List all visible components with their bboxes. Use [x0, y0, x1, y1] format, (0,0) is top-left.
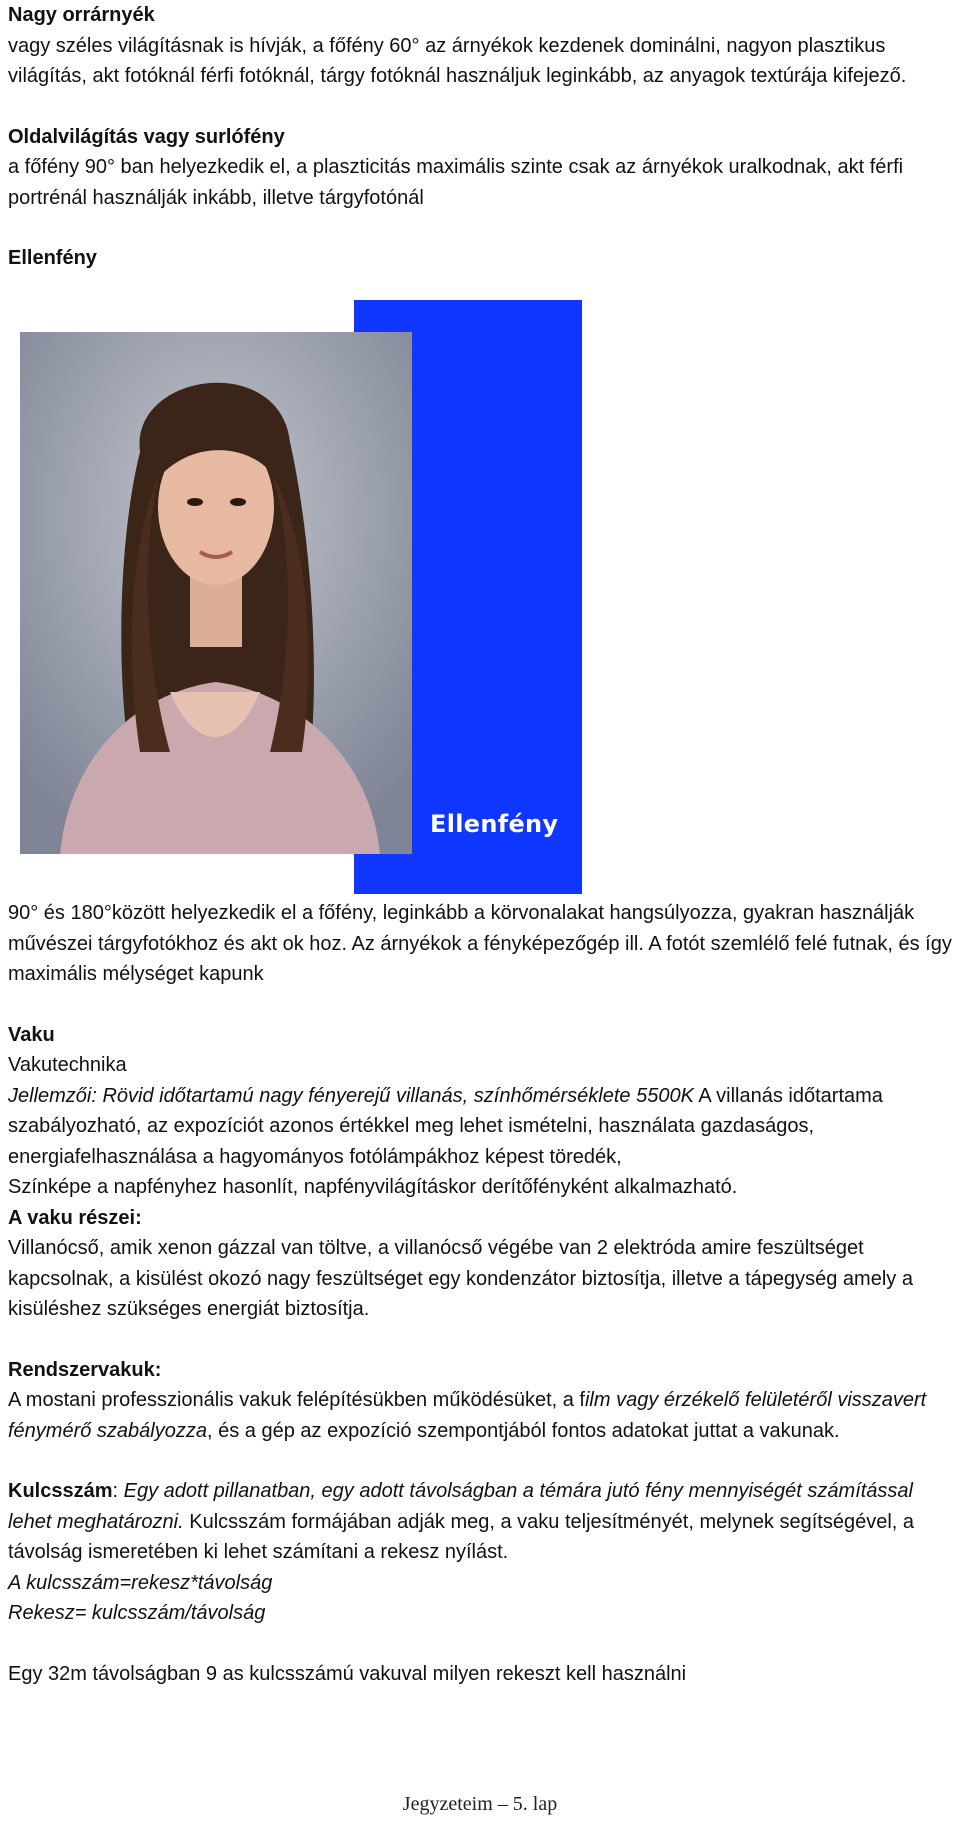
ellenfeny-image-label: Ellenfény: [430, 810, 559, 838]
heading-nagy-orrarnyek: Nagy orrárnyék: [8, 4, 155, 26]
ellenfeny-photo-figure: [20, 300, 582, 894]
portrait-illustration: [20, 332, 412, 854]
paragraph-nagy-orrarnyek: vagy széles világításnak is hívják, a főfény 60° az árnyékok kezdenek dominálni, nagyon plasztikus világítás, akt fotóknál férfi fotóknál, tárgy fotóknál használjuk leginkább, az anyagok textúrája kifejező.: [8, 34, 907, 87]
jellemzoi-italic: Jellemzői: Rövid időtartamú nagy fényerejű villanás, színhőmérséklete 5500K: [8, 1084, 694, 1107]
heading-ellenfeny: Ellenfény: [8, 247, 97, 269]
jellemzoi-rest: A villanás időtartama szabályozható, az expozíciót azonos értékkel meg lehet ismételni, használata gazdaságos, energiafelhasználása a hagyományos fotólámpákhoz képest töredék,: [8, 1084, 883, 1168]
formula-rekesz: Rekesz= kulcsszám/távolság: [8, 1602, 266, 1624]
subheading-vakutechnika: Vakutechnika: [8, 1054, 127, 1076]
heading-rendszervakuk: Rendszervakuk:: [8, 1358, 162, 1381]
kulcsszam-colon: :: [112, 1480, 124, 1502]
heading-vaku: Vaku: [8, 1023, 55, 1046]
kulcsszam-label: Kulcsszám: [8, 1480, 113, 1502]
paragraph-oldalvilagitas: a főfény 90° ban helyezkedik el, a plaszticitás maximális szinte csak az árnyékok uralkodnak, akt férfi portrénál használják inkább, illetve tárgyfotónál: [8, 156, 904, 209]
paragraph-szinkepe: Színképe a napfényhez hasonlít, napfényvilágításkor derítőfényként alkalmazható.: [8, 1176, 738, 1198]
document-page: [8, 0, 954, 274]
heading-vaku-reszei: A vaku részei:: [8, 1206, 142, 1229]
paragraph-jellemzoi: [8, 1081, 954, 1173]
document-page-continued: [8, 898, 954, 1689]
rendszer-text-b: , és a gép az expozíció szempontjából fontos adatokat juttat a vakunak.: [206, 1419, 840, 1442]
formula-kulcsszam: A kulcsszám=rekesz*távolság: [8, 1571, 273, 1594]
paragraph-kulcsszam: [8, 1476, 954, 1568]
heading-oldalvilagitas: Oldalvilágítás vagy surlófény: [8, 125, 285, 148]
rendszer-text-italic: ilm vagy érzékelő felületéről visszavert fénymérő szabályozza: [8, 1389, 927, 1442]
paragraph-question: Egy 32m távolságban 9 as kulcsszámú vakuval milyen rekeszt kell használni: [8, 1662, 687, 1685]
paragraph-rendszervakuk: [8, 1385, 954, 1446]
kulcsszam-italic: Egy adott pillanatban, egy adott távolságban a témára jutó fény mennyiségét számítással lehet meghatározni.: [8, 1480, 913, 1533]
kulcsszam-rest: Kulcsszám formájában adják meg, a vaku teljesítményét, melynek segítségével, a távolság ismeretében ki lehet számítani a rekesz nyílást.: [8, 1510, 915, 1563]
portrait-photo: [20, 332, 412, 854]
paragraph-ellenfeny: 90° és 180°között helyezkedik el a főfény, leginkább a körvonalakat hangsúlyozza, gyakran használják művészei tárgyfotókhoz és akt ok hoz. Az árnyékok a fényképezőgép ill. A fotót szemlélő felé futnak, és így maximális mélységet kapunk: [8, 902, 952, 985]
page-footer: Jegyzeteim – 5. lap: [402, 1793, 558, 1815]
paragraph-vaku-reszei: Villanócső, amik xenon gázzal van töltve, a villanócső végébe van 2 elektróda amire feszültséget kapcsolnak, a kisülést okozó nagy feszültséget egy kondenzátor biztosítja, illetve a tápegység amely a kisüléshez szükséges energiát biztosítja.: [8, 1237, 913, 1320]
rendszer-text-a: A mostani professzionális vakuk felépítésükben működésüket, a f: [8, 1389, 585, 1411]
